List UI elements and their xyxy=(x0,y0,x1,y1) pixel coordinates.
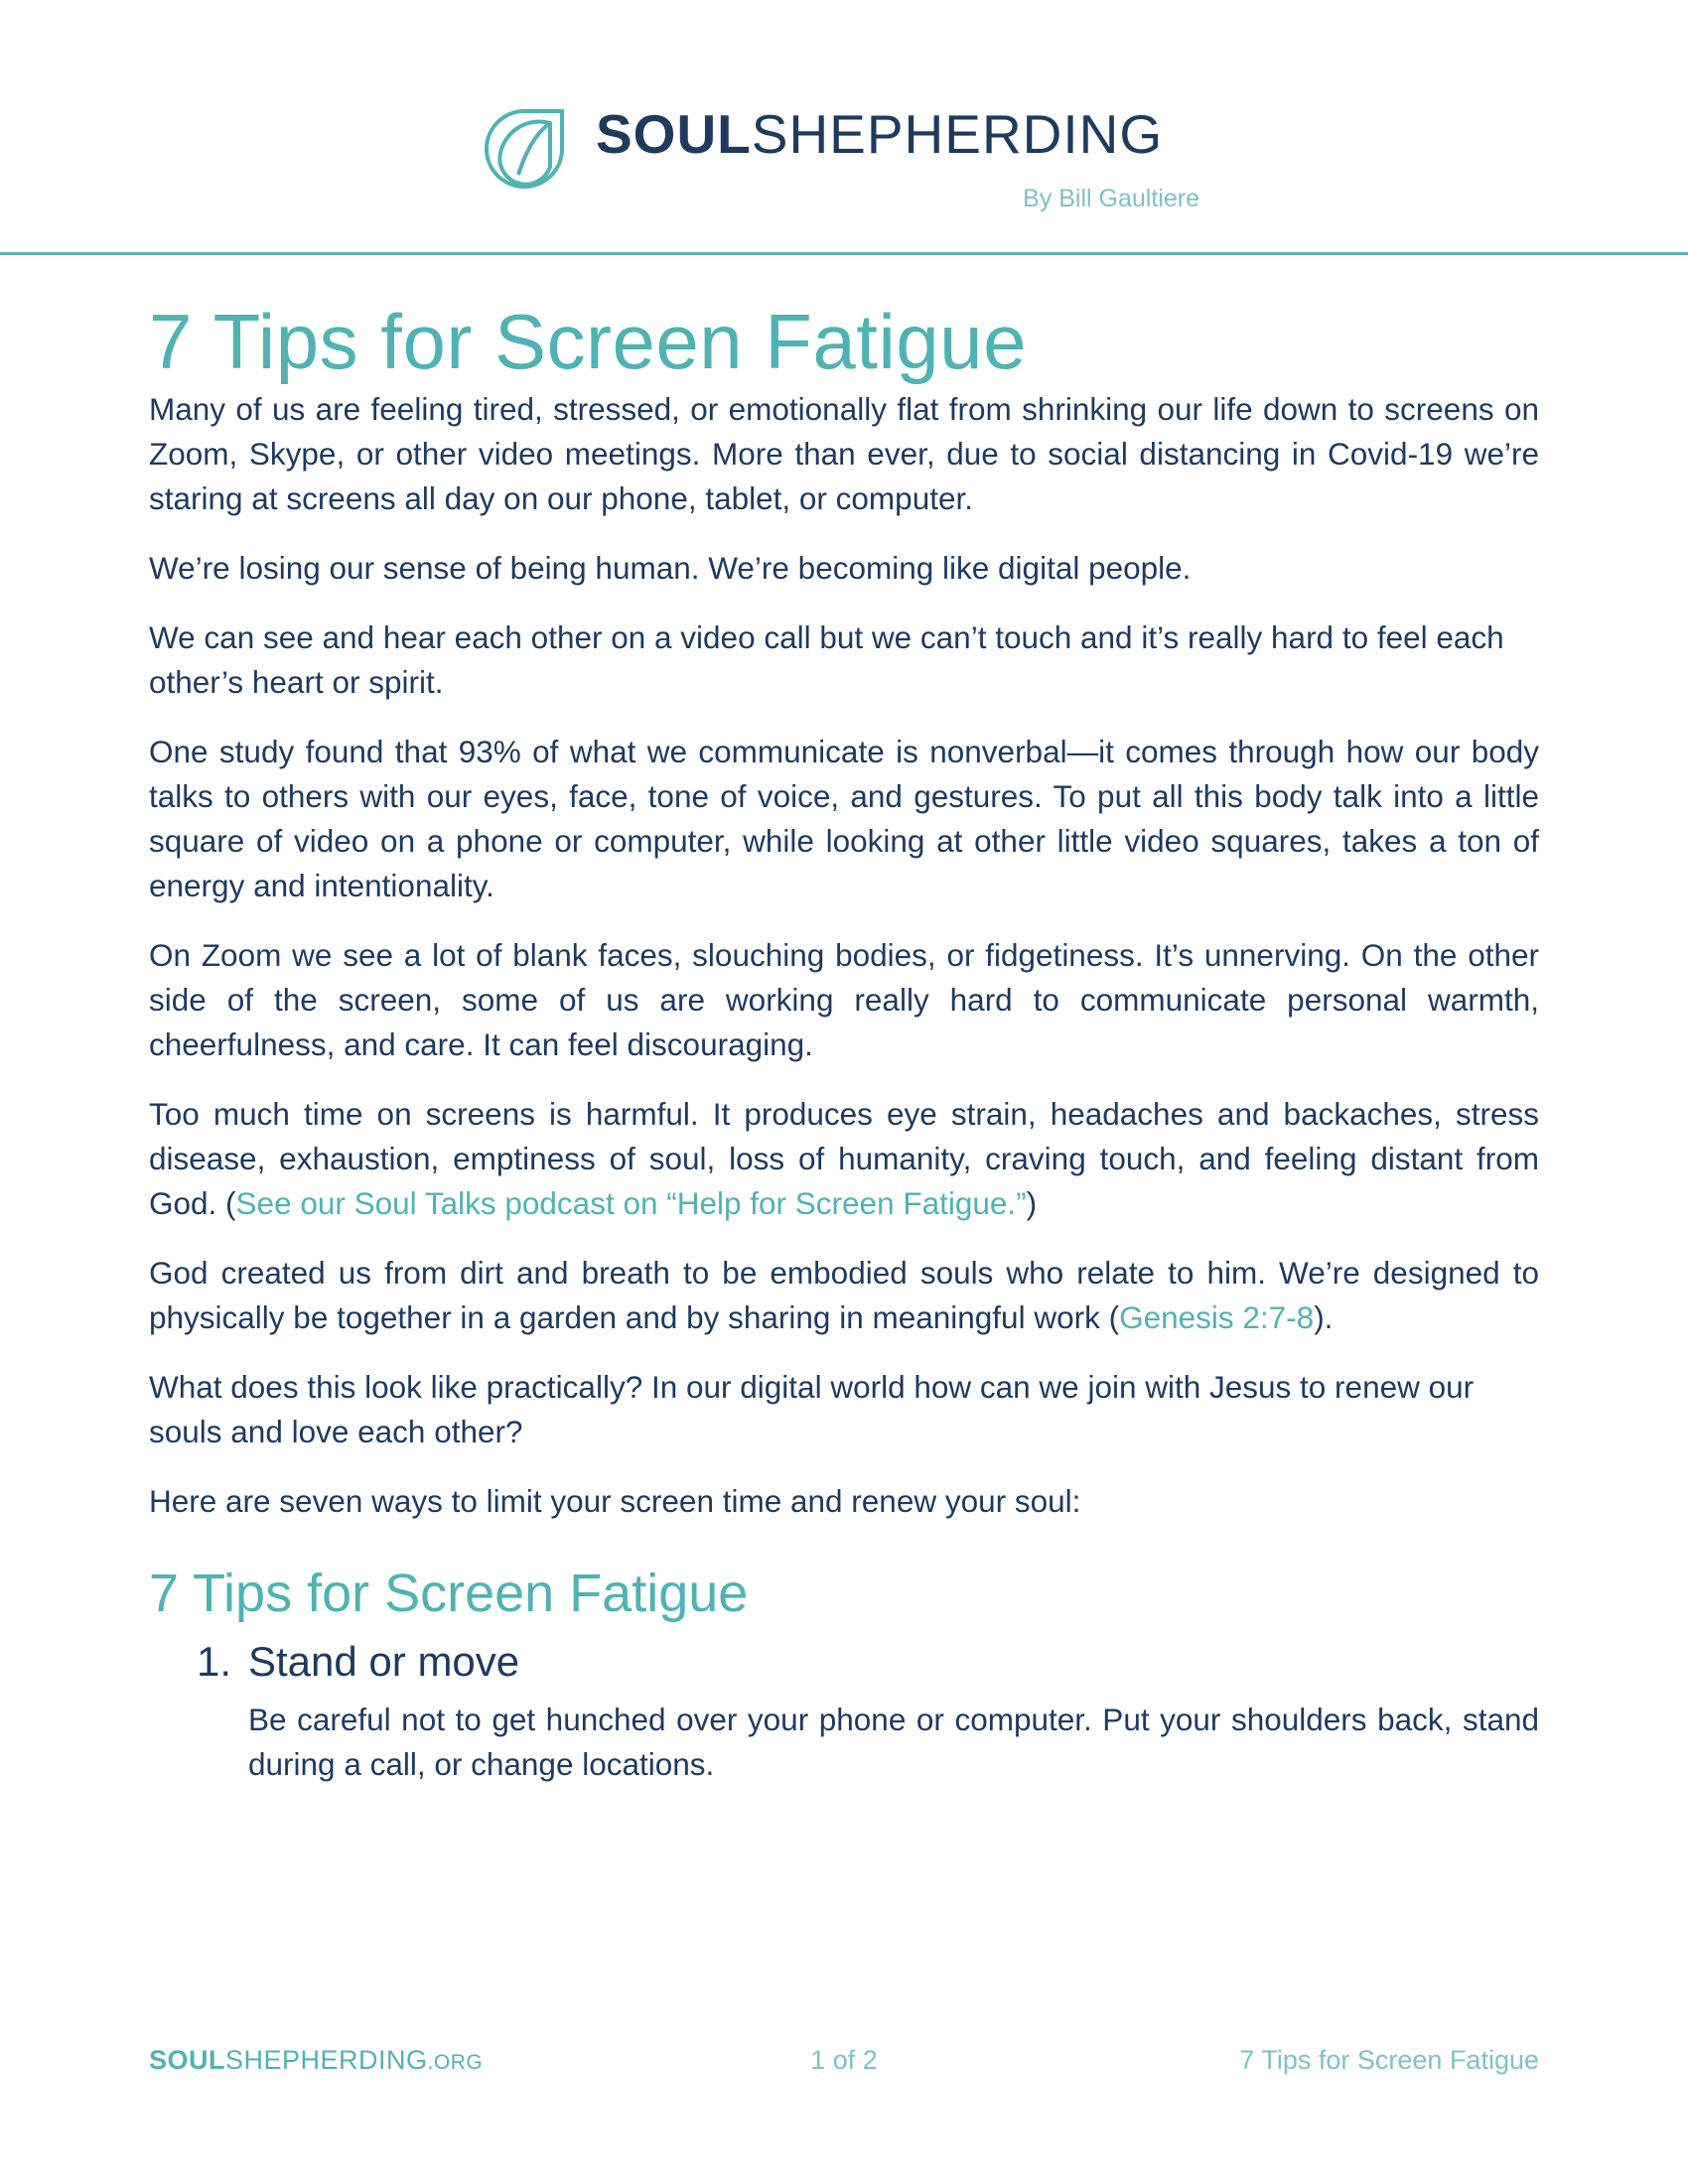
page-header xyxy=(0,0,1688,256)
tip-body: Be careful not to get hunched over your phone or computer. Put your shoulders back, stand during a call, or change locations. xyxy=(248,1702,1539,1783)
page-number: 1 of 2 xyxy=(810,2045,878,2075)
paragraph-harmful xyxy=(149,1092,1539,1226)
paragraph-practical: What does this look like practically? In our digital world how can we join with Jesus to renew our souls and love each other? xyxy=(149,1368,1475,1449)
paragraph-seven-ways: Here are seven ways to limit your screen time and renew your soul: xyxy=(149,1482,1081,1519)
brand-light-text: SHEPHERDING xyxy=(751,103,1164,165)
article-body xyxy=(149,298,1539,1812)
page-title: 7 Tips for Screen Fatigue xyxy=(149,298,1027,385)
byline: By Bill Gaultiere xyxy=(1023,185,1199,212)
paragraph-embodied-text: God created us from dirt and breath to be embodied souls who relate to him. We’re designed to physically be together in a garden and by sharing in meaningful work ( xyxy=(149,1254,1539,1335)
section-heading: 7 Tips for Screen Fatigue xyxy=(149,1563,749,1623)
genesis-link[interactable]: Genesis 2:7-8 xyxy=(1119,1298,1315,1335)
paragraph-zoom: On Zoom we see a lot of blank faces, slouching bodies, or fidgetiness. It’s unnerving. On the other side of the screen, some of us are working really hard to communicate personal warmth, cheerfulness, and care. It can feel discouraging. xyxy=(149,936,1539,1062)
footer-site-tld: .ORG xyxy=(427,2051,484,2074)
paragraph-harmful-end: ) xyxy=(1026,1184,1038,1221)
paragraph-intro: Many of us are feeling tired, stressed, or emotionally flat from shrinking our life down to screens on Zoom, Skype, or other video meetings. More than ever, due to social distancing in Covid-19 we’re staring at screens all day on our phone, tablet, or computer. xyxy=(149,390,1539,516)
brand-wordmark xyxy=(596,103,1164,165)
paragraph-harmful-text: Too much time on screens is harmful. It produces eye strain, headaches and backaches, stress disease, exhaustion, emptiness of soul, loss of humanity, craving touch, and feeling distant from God. ( xyxy=(149,1095,1539,1221)
leaf-logo-icon xyxy=(479,97,572,197)
footer-site-light: SHEPHERDING xyxy=(225,2045,428,2075)
paragraph-embodied xyxy=(149,1251,1539,1340)
header-divider xyxy=(0,252,1688,255)
paragraph-embodied-end: ). xyxy=(1314,1298,1334,1335)
paragraph-losing-humanity: We’re losing our sense of being human. We’re becoming like digital people. xyxy=(149,549,1192,586)
paragraph-video-call: We can see and hear each other on a video call but we can’t touch and it’s really hard to feel each other’s heart or spirit. xyxy=(149,618,1504,700)
paragraph-nonverbal: One study found that 93% of what we communicate is nonverbal—it comes through how our body talks to others with our eyes, face, tone of voice, and gestures. To put all this body talk into a little square of video on a phone or computer, while looking at other little video squares, takes a ton of energy and intentionality. xyxy=(149,733,1539,903)
tip-title: Stand or move xyxy=(248,1638,520,1686)
page-footer xyxy=(149,2045,1539,2085)
footer-site-bold: SOUL xyxy=(149,2045,226,2075)
footer-doc-title: 7 Tips for Screen Fatigue xyxy=(1239,2045,1539,2075)
podcast-link[interactable]: See our Soul Talks podcast on “Help for Screen Fatigue.” xyxy=(235,1184,1027,1221)
brand-bold-text: SOUL xyxy=(596,103,752,165)
tip-item xyxy=(197,1635,1539,1787)
tip-number: 1. xyxy=(197,1638,232,1686)
